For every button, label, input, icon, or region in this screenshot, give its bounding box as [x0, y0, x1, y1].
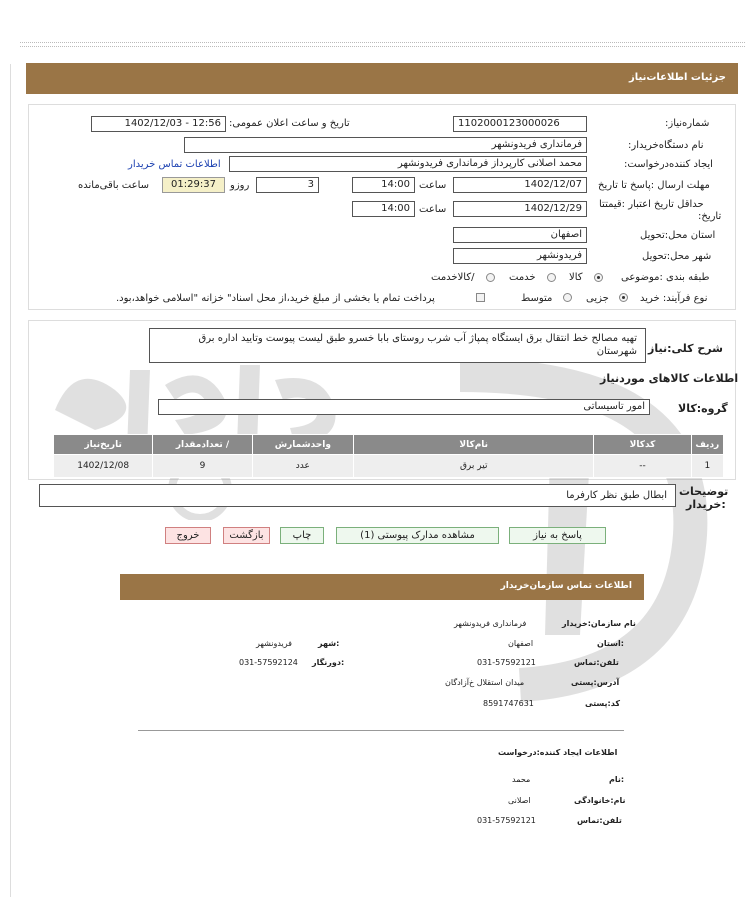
buyer-notes-box: [39, 484, 676, 507]
buyer-contact-link[interactable]: اطلاعات تماس خریدار: [128, 159, 221, 170]
payment-note: پرداخت تمام یا بخشی از مبلغ خرید،از محل اسناد" خزانه "اسلامی خواهد،بود.: [116, 293, 435, 304]
contact-postal-label: کد:پستی: [585, 699, 620, 708]
goods-group-field: امور تاسیساتی: [158, 399, 650, 415]
announce-label: تاریخ و ساعت اعلان عمومی:: [229, 118, 350, 129]
contact-address-value: میدان استقلال خ‌آزادگان: [445, 678, 525, 687]
category-radio-goods-service[interactable]: [486, 273, 495, 282]
province-field: اصفهان: [453, 227, 587, 243]
validity-time-label: ساعت: [419, 204, 447, 215]
creator-phone-label: تلفن:تماس: [577, 816, 622, 825]
deadline-label: مهلت ارسال :پاسخ تا تاریخ: [598, 180, 710, 191]
cell-row: 1: [691, 455, 723, 478]
contact-title: اطلاعات تماس سازمان‌خریدار: [500, 581, 632, 591]
creator-last-name-value: اصلانی: [508, 796, 531, 805]
category-option-goods-service: /کالاخدمت: [431, 272, 475, 283]
goods-info-label: اطلاعات کالاهای موردنیاز: [600, 372, 739, 385]
contact-fax-value: 031-57592124: [239, 658, 298, 667]
items-table-header: [54, 435, 724, 455]
view-attachments-button[interactable]: مشاهده مدارک پیوستی (1): [336, 527, 499, 544]
cell-name: تیر برق: [354, 455, 594, 478]
cell-unit: عدد: [252, 455, 353, 478]
top-divider: [20, 42, 745, 47]
city-label: شهر محل:تحویل: [642, 251, 712, 262]
buyer-notes-label-2: :خریدار: [686, 498, 726, 511]
deadline-time-label: ساعت: [419, 180, 447, 191]
contact-phone-value: 031-57592121: [477, 658, 536, 667]
province-label: استان محل:تحویل: [640, 230, 716, 241]
cell-quantity: 9: [153, 455, 252, 478]
process-radio-medium[interactable]: [563, 293, 572, 302]
col-quantity: / تعدادمقدار: [153, 435, 252, 455]
org-name-value: فرمانداری فریدونشهر: [454, 619, 527, 628]
buyer-notes-text: ابطال طبق نظر کارفرما: [566, 490, 667, 501]
deadline-date-field: 1402/12/07: [453, 177, 587, 193]
creator-first-name-value: محمد: [512, 775, 531, 784]
process-option-medium: متوسط: [521, 293, 553, 304]
deadline-time-field: 14:00: [352, 177, 415, 193]
days-label: روزو: [230, 180, 250, 191]
exit-button[interactable]: خروج: [165, 527, 211, 544]
cell-code: --: [594, 455, 691, 478]
payment-checkbox[interactable]: [476, 293, 485, 302]
process-label: نوع فرآیند: خرید: [640, 293, 708, 304]
creator-first-name-label: :نام: [609, 775, 625, 784]
process-option-minor: جزیی: [586, 293, 609, 304]
description-text: تهیه مصالح خط انتقال برق ایستگاه پمپاژ آب شرب روستای بابا خسرو طبق لیست پیوست وتایید اداره برق شهرستان: [198, 333, 637, 357]
print-button[interactable]: چاپ: [280, 527, 324, 544]
remaining-label: ساعت باقی‌مانده: [78, 180, 150, 191]
description-label: شرح کلی:نیاز: [648, 342, 723, 355]
col-name: نام‌کالا: [354, 435, 594, 455]
contact-city-label: :شهر: [318, 639, 340, 648]
org-name-label: نام سازمان:خریدار: [562, 619, 636, 628]
category-option-service: خدمت: [509, 272, 536, 283]
need-number-label: شماره‌نیاز:: [665, 118, 710, 129]
category-radio-goods[interactable]: [594, 273, 603, 282]
category-option-goods: کالا: [569, 272, 583, 283]
validity-label-line2: تاریخ:: [698, 211, 722, 222]
contact-header: [120, 574, 644, 600]
contact-fax-label: :دورنگار: [312, 658, 345, 667]
goods-group-label: گروه:کالا: [678, 402, 728, 415]
category-label: طبقه بندی :موضوعی: [621, 272, 710, 283]
contact-city-value: فریدونشهر: [256, 639, 292, 648]
creator-phone-value: 031-57592121: [477, 816, 536, 825]
page-header: [26, 63, 738, 94]
table-row: [54, 455, 724, 478]
back-button[interactable]: بازگشت: [223, 527, 270, 544]
need-number-field: 1102000123000026: [453, 116, 587, 132]
buyer-org-field: فرمانداری فریدونشهر: [184, 137, 587, 153]
contact-province-label: :استان: [597, 639, 624, 648]
items-table: [53, 434, 724, 478]
contact-divider: [138, 730, 624, 731]
creator-field: محمد اصلانی کارپرداز فرمانداری فریدونشهر: [229, 156, 587, 172]
buyer-notes-label-1: توضیحات: [679, 485, 729, 498]
remaining-time-field: 01:29:37: [162, 177, 225, 193]
contact-province-value: اصفهان: [508, 639, 534, 648]
creator-info-title: اطلاعات ایجاد کننده:درخواست: [498, 748, 618, 757]
contact-phone-label: تلفن:تماس: [574, 658, 619, 667]
days-field: 3: [256, 177, 319, 193]
cell-date: 1402/12/08: [54, 455, 153, 478]
col-row: ردیف: [691, 435, 723, 455]
watermark-arc: [400, 335, 730, 715]
city-field: فریدونشهر: [453, 248, 587, 264]
page-title: جزئیات اطلاعات‌نیاز: [629, 72, 726, 83]
contact-postal-value: 8591747631: [483, 699, 534, 708]
col-date: تاریخ‌نیاز: [54, 435, 153, 455]
creator-last-name-label: نام:خانوادگی: [574, 796, 626, 805]
validity-label-line1: حداقل تاریخ اعتبار :قیمتتا: [599, 199, 704, 210]
reply-button[interactable]: پاسخ به نیاز: [509, 527, 606, 544]
validity-date-field: 1402/12/29: [453, 201, 587, 217]
buyer-org-label: نام دستگاه‌خریدار:: [628, 140, 704, 151]
process-radio-minor[interactable]: [619, 293, 628, 302]
page-left-border: [10, 64, 11, 897]
validity-time-field: 14:00: [352, 201, 415, 217]
col-code: کدکالا: [594, 435, 691, 455]
category-radio-service[interactable]: [547, 273, 556, 282]
contact-address-label: آدرس:پستی: [571, 678, 620, 687]
description-box: [149, 328, 646, 363]
announce-field: 1402/12/03 - 12:56: [91, 116, 226, 132]
col-unit: واحدشمارش: [252, 435, 353, 455]
creator-label: ایجاد کننده‌درخواست:: [624, 159, 713, 170]
